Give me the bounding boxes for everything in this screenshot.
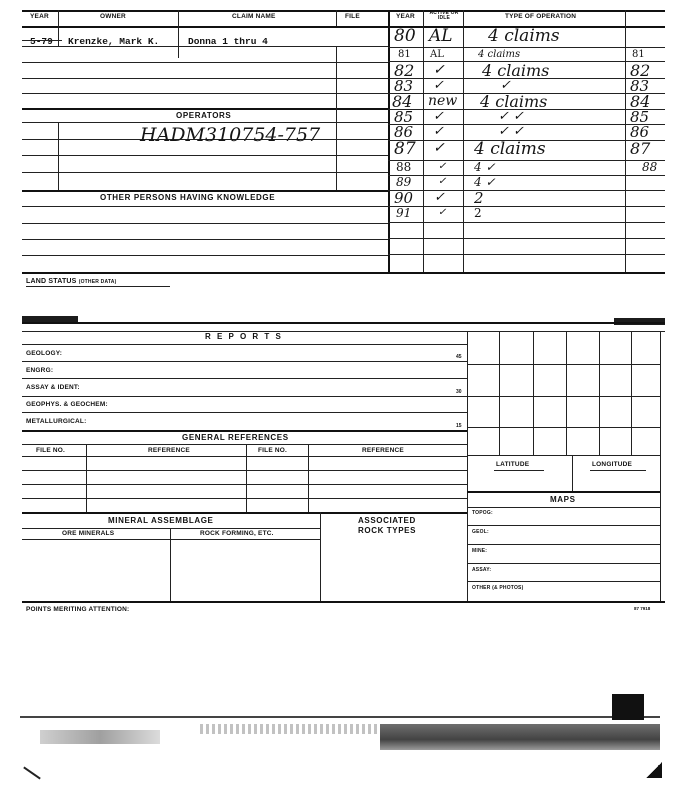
header-year-right: YEAR	[396, 13, 415, 20]
report-geology-label: GEOLOGY:	[26, 350, 63, 357]
op-type-80: 4 claims	[488, 26, 560, 46]
rock-types-label: ROCK TYPES	[358, 526, 417, 535]
gr-file-no-2: FILE NO.	[258, 447, 288, 454]
op-status-86: ✓	[433, 124, 444, 139]
op-year-82: 82	[394, 61, 415, 80]
op-right-81: 81	[632, 49, 645, 60]
report-geology-num: 45	[456, 354, 462, 360]
corner-mark-right	[646, 762, 662, 778]
owner-entry-name: Krenzke, Mark K.	[68, 36, 160, 47]
header-owner: OWNER	[100, 13, 126, 20]
op-year-83: 83	[394, 77, 414, 95]
op-year-80: 80	[394, 26, 416, 46]
scan-noise-1	[40, 730, 160, 744]
operators-entry: HADM310754-757	[140, 124, 321, 146]
op-status-91: ✓	[438, 207, 447, 218]
maps-other: OTHER (& PHOTOS)	[472, 585, 524, 591]
op-year-90: 90	[394, 189, 414, 207]
op-right-87: 87	[630, 139, 651, 158]
op-status-87: ✓	[433, 140, 445, 156]
report-assay-label: ASSAY & IDENT:	[26, 384, 80, 391]
maps-assay: ASSAY:	[472, 567, 492, 573]
header-type-of-operation: TYPE OF OPERATION	[505, 13, 577, 20]
owner-entry-year: 5-79	[30, 36, 53, 47]
op-type-82: 4 claims	[482, 61, 550, 80]
op-type-83: ✓	[500, 78, 511, 93]
op-year-81: 81	[398, 49, 411, 60]
op-type-84: 4 claims	[480, 92, 548, 111]
header-claim-name: CLAIM NAME	[232, 13, 276, 20]
op-right-85: 85	[630, 108, 650, 126]
op-right-83: 83	[630, 77, 650, 95]
form-number: 87 7918	[634, 606, 651, 611]
op-right-84: 84	[630, 92, 651, 111]
report-metallurgical-num: 15	[456, 423, 462, 429]
scan-noise-line	[20, 716, 660, 718]
op-right-88: 88	[642, 160, 658, 174]
op-status-83: ✓	[433, 78, 444, 93]
other-persons-label: OTHER PERSONS HAVING KNOWLEDGE	[100, 193, 276, 202]
op-status-84: new	[428, 93, 458, 109]
rock-forming-label: ROCK FORMING, ETC.	[200, 530, 274, 537]
op-type-85: ✓ ✓	[498, 109, 524, 124]
op-right-86: 86	[630, 123, 650, 141]
mineral-title: MINERAL ASSEMBLAGE	[108, 516, 214, 525]
op-type-87: 4 claims	[474, 139, 546, 159]
land-status-label: LAND STATUS (OTHER DATA)	[26, 278, 117, 285]
points-label: POINTS MERITING ATTENTION:	[26, 606, 130, 613]
op-type-89: 4 ✓	[474, 175, 496, 189]
op-status-85: ✓	[433, 109, 444, 124]
gr-file-no: FILE NO.	[36, 447, 66, 454]
op-type-81: 4 claims	[478, 49, 521, 60]
op-status-88: ✓	[438, 161, 447, 172]
op-type-91: 2	[474, 206, 482, 220]
report-geophys-label: GEOPHYS. & GEOCHEM:	[26, 401, 108, 408]
op-type-88: 4 ✓	[474, 160, 496, 174]
maps-title: MAPS	[550, 495, 576, 504]
scan-noise-2	[200, 724, 380, 734]
op-year-87: 87	[394, 139, 416, 159]
op-right-82: 82	[630, 61, 651, 80]
op-type-90: 2	[474, 189, 484, 207]
header-year: YEAR	[30, 13, 49, 20]
op-year-91: 91	[396, 206, 412, 220]
op-year-89: 89	[396, 175, 412, 189]
gr-reference-2: REFERENCE	[362, 447, 404, 454]
maps-geol: GEOL:	[472, 529, 489, 535]
general-references-title: GENERAL REFERENCES	[182, 433, 289, 442]
op-year-88: 88	[396, 160, 412, 174]
op-status-82: ✓	[433, 62, 445, 78]
report-assay-num: 30	[456, 389, 462, 395]
owner-entry-claim: Donna 1 thru 4	[188, 36, 268, 47]
operators-label: OPERATORS	[176, 111, 232, 120]
ore-minerals-label: ORE MINERALS	[62, 530, 115, 537]
longitude-label: LONGITUDE	[592, 461, 633, 468]
associated-label: ASSOCIATED	[358, 516, 416, 525]
gr-reference: REFERENCE	[148, 447, 190, 454]
report-metallurgical-label: METALLURGICAL:	[26, 418, 87, 425]
corner-mark-left	[23, 766, 41, 779]
op-year-86: 86	[394, 123, 414, 141]
op-type-86: ✓ ✓	[498, 124, 524, 139]
op-year-85: 85	[394, 108, 414, 126]
reports-title: R E P O R T S	[205, 332, 283, 341]
op-status-81: AL	[430, 49, 444, 60]
scan-block	[612, 694, 644, 720]
op-year-84: 84	[392, 92, 413, 111]
header-file: FILE	[345, 13, 360, 20]
op-status-89: ✓	[438, 176, 447, 187]
maps-topog: TOPOG:	[472, 510, 493, 516]
header-active-idle: ACTIVE OR IDLE	[429, 10, 459, 21]
op-status-90: ✓	[434, 190, 445, 205]
latitude-label: LATITUDE	[496, 461, 530, 468]
scan-noise-3	[380, 724, 660, 750]
maps-mine: MINE:	[472, 548, 488, 554]
report-engrg-label: ENGRG:	[26, 367, 54, 374]
op-status-80: AL	[429, 26, 453, 46]
